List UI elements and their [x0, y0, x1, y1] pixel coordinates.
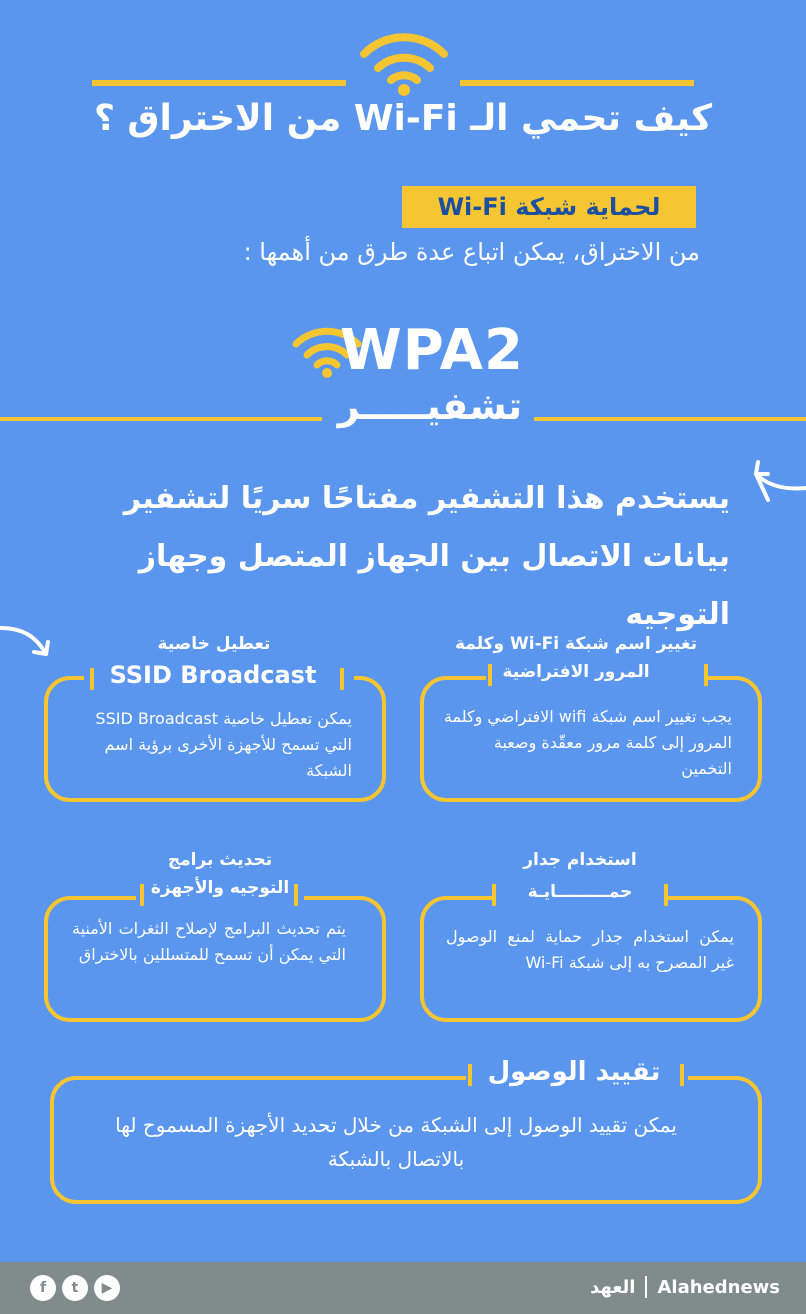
- wifi-icon: [358, 24, 450, 96]
- card-body: يتم تحديث البرامج لإصلاح الثغرات الأمنية التي يمكن أن تسمح للمتسللين بالاختراق: [72, 919, 346, 964]
- title-bar: [294, 884, 298, 906]
- title-bar: [140, 884, 144, 906]
- brand: [590, 1276, 780, 1298]
- wpa2-label: WPA2: [340, 318, 524, 383]
- footer-bar: [0, 1262, 806, 1314]
- card-title: تغيير اسم شبكة Wi-Fi وكلمة المرور الافتراضية: [454, 634, 698, 682]
- card-body: يمكن استخدام جدار حماية لمنع الوصول غير المصرح به إلى شبكة Wi-Fi: [446, 927, 734, 972]
- curved-arrow-icon: [0, 622, 56, 662]
- brand-english: Alahednews: [657, 1276, 780, 1298]
- title-bar: [488, 664, 492, 686]
- highlight-label: لحماية شبكة Wi-Fi: [402, 186, 696, 228]
- title-bar: [680, 1064, 684, 1086]
- card-body: يجب تغيير اسم شبكة wifi الافتراضي وكلمة المرور إلى كلمة مرور معقّدة وصعبة التخمين: [443, 707, 732, 778]
- card-body: يمكن تقييد الوصول إلى الشبكة من خلال تحديد الأجهزة المسموح لها بالاتصال بالشبكة: [115, 1113, 677, 1171]
- card-title: التوجيه والأجهزة: [150, 878, 290, 898]
- curved-arrow-icon: [746, 460, 806, 504]
- brand-separator: [645, 1276, 647, 1298]
- twitter-icon[interactable]: t: [62, 1275, 88, 1301]
- title-rule-left: [92, 80, 346, 86]
- title-bar: [468, 1064, 472, 1086]
- card-title: استخدام جدار: [523, 850, 637, 870]
- title-bar: [704, 664, 708, 686]
- title-bar: [340, 668, 344, 690]
- card-title: حمـــــــــايـة: [527, 882, 633, 902]
- card-title: تحديث برامج: [167, 850, 273, 870]
- youtube-icon[interactable]: ▶: [94, 1275, 120, 1301]
- title-bar: [90, 668, 94, 690]
- divider-left: [0, 417, 322, 421]
- card-title: تعطيل خاصية: [157, 634, 271, 654]
- card-title-ssid: SSID Broadcast: [109, 661, 317, 689]
- brand-arabic: العهد: [590, 1276, 636, 1298]
- title-bar: [492, 884, 496, 906]
- intro-text: من الاختراق، يمكن اتباع عدة طرق من أهمها :: [243, 238, 700, 266]
- title-bar: [664, 884, 668, 906]
- title-rule-right: [460, 80, 694, 86]
- divider-right: [534, 417, 806, 421]
- page-title: كيف تحمي الـ Wi-Fi من الاختراق ؟: [93, 98, 713, 139]
- card-body: يمكن تعطيل خاصية SSID Broadcast التي تسمح للأجهزة الأخرى برؤية اسم الشبكة: [95, 709, 352, 780]
- facebook-icon[interactable]: f: [30, 1275, 56, 1301]
- card-title: تقييد الوصول: [487, 1057, 661, 1087]
- encryption-description: يستخدم هذا التشفير مفتاحًا سريًا لتشفير بيانات الاتصال بين الجهاز المتصل وجهاز التوجيه: [123, 481, 730, 632]
- encryption-heading: تشفيـــــر: [337, 384, 523, 428]
